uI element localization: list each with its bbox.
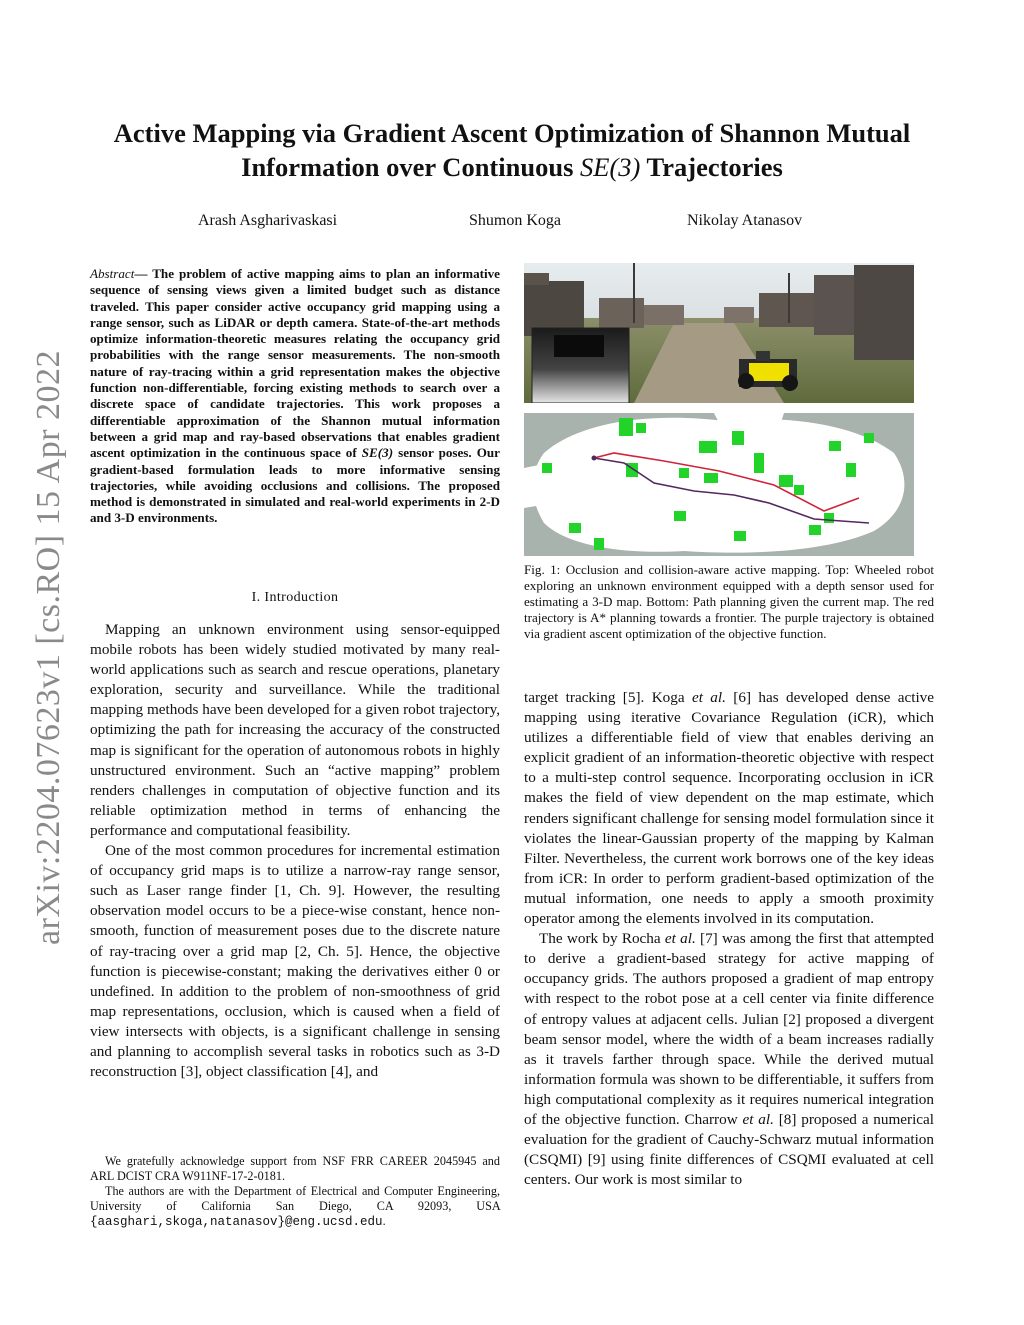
left-column-body (90, 620, 500, 1082)
figure-caption: Fig. 1: Occlusion and collision-aware active mapping. Top: Wheeled robot exploring an unknown environment equipped with a depth sensor used for estimating a 3-D map. Bottom: Path planning given the current map. The red trajectory is A* planning towards a frontier. The purple trajectory is obtained via gradient ascent optimization of the objective function. (524, 562, 934, 642)
author-3: Nikolay Atanasov (687, 212, 803, 229)
figure-1 (524, 263, 914, 556)
footnote (90, 1154, 500, 1230)
title-line-2: Information over Continuous SE(3) Trajectories (241, 152, 783, 182)
abstract: Abstract— The problem of active mapping aims to plan an informative sequence of sensing views given a limited budget such as distance traveled. This paper consider active occupancy grid mapping using a range sensor, such as LiDAR or depth camera. State-of-the-art methods optimize information-theoretic measures relating the occupancy grid probabilities with the range sensor measurements. The non-smooth nature of ray-tracing within a grid representation makes the objective function non-differentiable, forcing existing methods to search over a discrete space of candidate trajectories. This work proposes a differentiable approximation of the Shannon mutual information between a grid map and ray-based observations that enables gradient ascent optimization in the continuous space of SE(3) sensor poses. Our gradient-based formulation leads to more informative sensing trajectories, while avoiding occlusions and collisions. The proposed method is demonstrated in simulated and real-world experiments in 2-D and 3-D environments. (90, 266, 500, 526)
paragraph: The work by Rocha et al. [7] was among the first that attempted to derive a gradient-based strategy for active mapping of occupancy grids. The authors proposed a gradient of map entropy with respect to the robot pose at a cell center via finite difference of entropy values at adjacent cells. Julian [2] proposed a divergent beam sensor model, where the width of a beam increases radially as it travels farther through space. While the derived mutual information formula was shown to be differentiable, it suffers from high computational complexity as it requires numerical integration of the objective function. Charrow et al. [8] proposed a numerical evaluation for the gradient of Cauchy-Schwarz mutual information (CSQMI) [9] using finite differences of CSQMI evaluated at cell centers. Our work is most similar to (524, 930, 934, 1189)
author-2: Shumon Koga (469, 212, 561, 229)
simulation-scene-image (524, 263, 914, 403)
path-planning-map-image (524, 413, 914, 556)
paragraph: target tracking [5]. Koga et al. [6] has developed dense active mapping using iterative Covariance Regulation (iCR), which utilizes a differentiable field of view that enables deriving an explicit gradient of an information-theoretic objective with respect to a multi-step control sequence. Incorporating occlusion in iCR makes the field of view dependent on the map estimate, which renders significant challenge for sensing model formulation since it violates the linear-Gaussian property of the mapping by Kalman Filter. Nevertheless, the current work borrows one of the key ideas from iCR: In order to perform gradient-based optimization of the mutual information, one needs to apply a smooth proximity operator among the elements involved in its computation. (524, 689, 934, 928)
footnote-affiliation: The authors are with the Department of Electrical and Computer Engineering, University of California San Diego, CA 92093, USA {aasghari,skoga,natanasov}@eng.ucsd.edu. (90, 1184, 500, 1229)
email-addresses: {aasghari,skoga,natanasov}@eng.ucsd.edu (90, 1215, 383, 1229)
right-column-body (524, 688, 934, 1190)
section-heading: I. Introduction (251, 590, 339, 605)
arxiv-identifier: arXiv:2204.07623v1 [cs.RO] 15 Apr 2022 (30, 349, 67, 945)
paper-title (80, 116, 944, 184)
author-1: Arash Asgharivaskasi (198, 212, 338, 229)
footnote-funding: We gratefully acknowledge support from NSF FRR CAREER 2045945 and ARL DCIST CRA W911NF-17-2-0181. (90, 1154, 500, 1183)
abstract-label: Abstract (90, 266, 135, 281)
paragraph: Mapping an unknown environment using sensor-equipped mobile robots has been widely studied motivated by many real-world applications such as search and rescue operations, planetary exploration, security and surveillance. While the traditional mapping methods have been developed for a given robot trajectory, optimizing the path for increasing the accuracy of the constructed map is significant for the operation of autonomous robots in highly unstructured environment. Such an “active mapping” problem renders challenges in computation of objective function and its reliable optimization method in terms of enhancing the performance and computational feasibility. (90, 621, 500, 839)
paragraph: One of the most common procedures for incremental estimation of occupancy grid maps is to utilize a narrow-ray range sensor, such as Laser range finder [1, Ch. 9]. However, the resulting observation model occurs to be a piece-wise constant, hence non-smooth, function of measurement poses due to the discrete nature of ray-tracing over a grid map [2, Ch. 5]. Hence, the objective function is piecewise-constant; making the derivatives either 0 or undefined. In addition to the problem of non-smoothness of grid map representations, occlusion, which is caused when a field of view intersects with objects, is a significant challenge in sensing and planning to accomplish several tasks in robotics such as 3-D reconstruction [3], object classification [4], and (90, 842, 500, 1081)
title-line-1: Active Mapping via Gradient Ascent Optimization of Shannon Mutual (113, 118, 911, 148)
